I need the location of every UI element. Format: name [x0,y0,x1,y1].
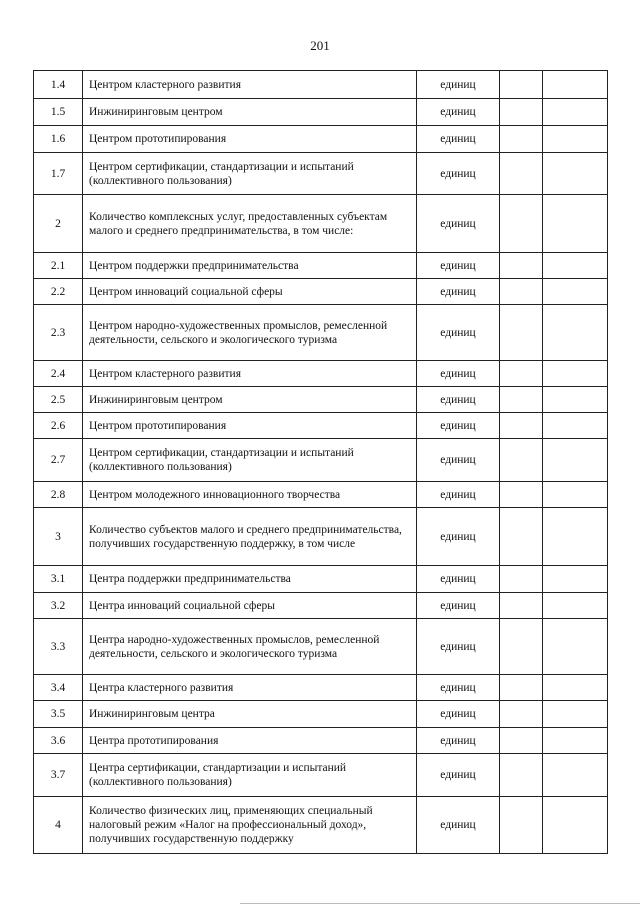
empty-cell [500,797,543,854]
indicator-name: Центром прототипирования [83,413,417,439]
table-row [34,728,608,754]
empty-cell [500,71,543,99]
empty-cell [500,279,543,305]
empty-cell [500,153,543,195]
indicator-name: Количество комплексных услуг, предоставленных субъектам малого и среднего предпринимательства, в том числе: [83,195,417,253]
table-row [34,253,608,279]
empty-cell [543,675,608,701]
empty-cell [543,413,608,439]
unit-cell: единиц [417,754,500,797]
row-number: 3.5 [34,701,83,728]
table-row [34,754,608,797]
unit-cell: единиц [417,99,500,126]
empty-cell [500,126,543,153]
table-row [34,71,608,99]
row-number: 3.1 [34,566,83,593]
unit-cell: единиц [417,508,500,566]
empty-cell [543,508,608,566]
row-number: 2 [34,195,83,253]
empty-cell [500,99,543,126]
row-number: 3.3 [34,619,83,675]
unit-cell: единиц [417,126,500,153]
row-number: 2.6 [34,413,83,439]
empty-cell [500,482,543,508]
empty-cell [543,195,608,253]
row-number: 2.3 [34,305,83,361]
table-row [34,195,608,253]
table-row [34,279,608,305]
table-row [34,361,608,387]
page-edge-line [240,903,640,904]
unit-cell: единиц [417,482,500,508]
row-number: 2.4 [34,361,83,387]
empty-cell [500,195,543,253]
table-row [34,482,608,508]
table-row [34,439,608,482]
table-row [34,675,608,701]
empty-cell [543,593,608,619]
row-number: 1.6 [34,126,83,153]
indicator-name: Центром кластерного развития [83,361,417,387]
indicators-table [33,70,608,854]
empty-cell [543,754,608,797]
empty-cell [543,361,608,387]
table-row [34,701,608,728]
empty-cell [500,675,543,701]
indicator-name: Количество субъектов малого и среднего предпринимательства, получивших государственную поддержку, в том числе [83,508,417,566]
table-row [34,619,608,675]
empty-cell [500,253,543,279]
unit-cell: единиц [417,728,500,754]
row-number: 2.8 [34,482,83,508]
indicator-name: Центра инноваций социальной сферы [83,593,417,619]
unit-cell: единиц [417,71,500,99]
empty-cell [543,439,608,482]
row-number: 3.2 [34,593,83,619]
indicator-name: Центром поддержки предпринимательства [83,253,417,279]
row-number: 3.4 [34,675,83,701]
empty-cell [543,387,608,413]
table-row [34,387,608,413]
indicator-name: Количество физических лиц, применяющих специальный налоговый режим «Налог на профессиональный доход», получивших государственную поддержку [83,797,417,854]
row-number: 2.5 [34,387,83,413]
row-number: 1.5 [34,99,83,126]
row-number: 2.1 [34,253,83,279]
row-number: 1.4 [34,71,83,99]
row-number: 3 [34,508,83,566]
table-row [34,566,608,593]
table-row [34,99,608,126]
unit-cell: единиц [417,361,500,387]
indicator-name: Центра поддержки предпринимательства [83,566,417,593]
unit-cell: единиц [417,195,500,253]
empty-cell [543,482,608,508]
indicator-name: Центром сертификации, стандартизации и испытаний (коллективного пользования) [83,153,417,195]
table-row [34,153,608,195]
unit-cell: единиц [417,675,500,701]
empty-cell [500,619,543,675]
row-number: 1.7 [34,153,83,195]
empty-cell [500,305,543,361]
unit-cell: единиц [417,439,500,482]
unit-cell: единиц [417,153,500,195]
indicator-name: Центра прототипирования [83,728,417,754]
empty-cell [543,566,608,593]
indicator-name: Центра кластерного развития [83,675,417,701]
unit-cell: единиц [417,305,500,361]
empty-cell [500,508,543,566]
empty-cell [543,279,608,305]
table-row [34,593,608,619]
empty-cell [500,387,543,413]
unit-cell: единиц [417,279,500,305]
unit-cell: единиц [417,253,500,279]
empty-cell [500,361,543,387]
row-number: 3.7 [34,754,83,797]
empty-cell [543,619,608,675]
table-row [34,305,608,361]
indicator-name: Центром кластерного развития [83,71,417,99]
indicator-name: Центром прототипирования [83,126,417,153]
indicator-name: Инжиниринговым центром [83,387,417,413]
indicator-name: Инжиниринговым центром [83,99,417,126]
unit-cell: единиц [417,593,500,619]
indicator-name: Центром инноваций социальной сферы [83,279,417,305]
row-number: 2.7 [34,439,83,482]
empty-cell [543,71,608,99]
empty-cell [500,701,543,728]
page-number: 201 [310,38,330,53]
unit-cell: единиц [417,566,500,593]
indicator-name: Центра сертификации, стандартизации и испытаний (коллективного пользования) [83,754,417,797]
empty-cell [543,253,608,279]
table-row [34,413,608,439]
unit-cell: единиц [417,619,500,675]
empty-cell [543,701,608,728]
empty-cell [500,593,543,619]
indicator-name: Инжиниринговым центра [83,701,417,728]
empty-cell [543,305,608,361]
table-row [34,508,608,566]
indicator-name: Центра народно-художественных промыслов, ремесленной деятельности, сельского и экологического туризма [83,619,417,675]
empty-cell [543,728,608,754]
empty-cell [500,439,543,482]
row-number: 4 [34,797,83,854]
empty-cell [500,566,543,593]
empty-cell [543,126,608,153]
empty-cell [500,728,543,754]
empty-cell [543,153,608,195]
row-number: 3.6 [34,728,83,754]
empty-cell [500,413,543,439]
indicator-name: Центром молодежного инновационного творчества [83,482,417,508]
indicator-name: Центром сертификации, стандартизации и испытаний (коллективного пользования) [83,439,417,482]
unit-cell: единиц [417,701,500,728]
unit-cell: единиц [417,797,500,854]
empty-cell [543,99,608,126]
unit-cell: единиц [417,413,500,439]
table-row [34,126,608,153]
unit-cell: единиц [417,387,500,413]
empty-cell [500,754,543,797]
table-row [34,797,608,854]
indicator-name: Центром народно-художественных промыслов, ремесленной деятельности, сельского и экологического туризма [83,305,417,361]
row-number: 2.2 [34,279,83,305]
empty-cell [543,797,608,854]
